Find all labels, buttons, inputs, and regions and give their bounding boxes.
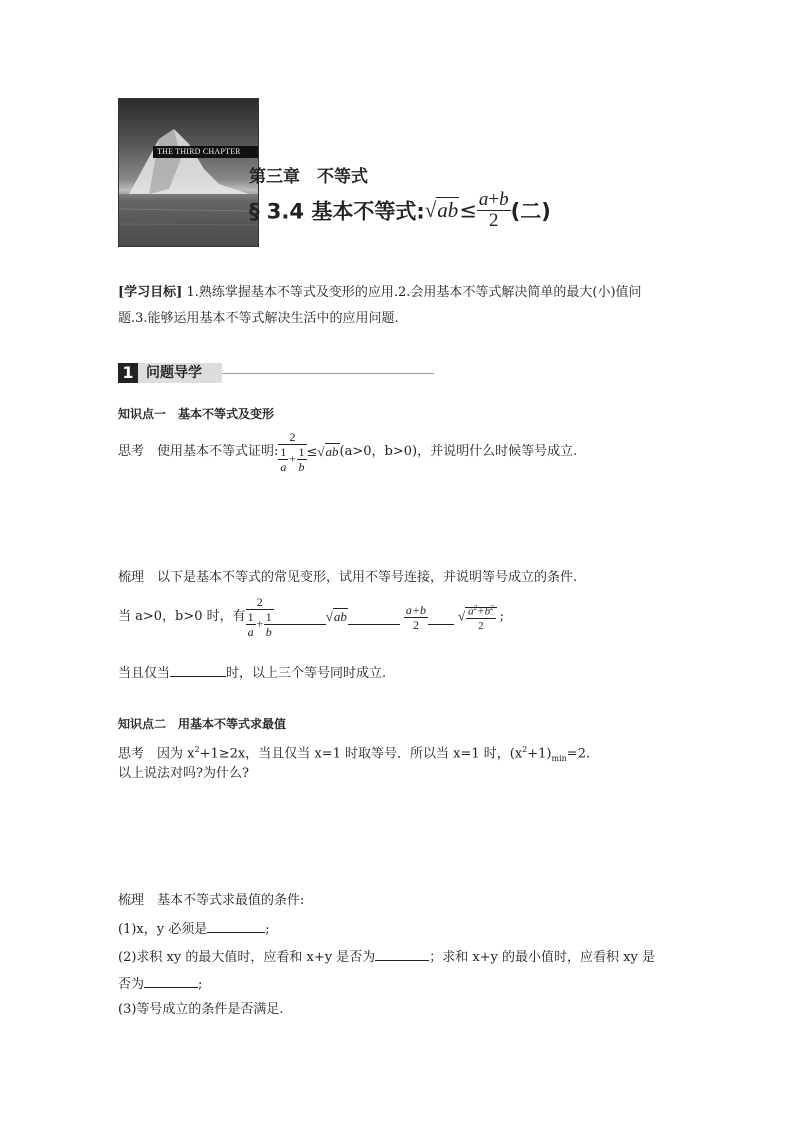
section-title-box: 问题导学 bbox=[138, 363, 222, 383]
blank-7[interactable] bbox=[144, 973, 198, 988]
sqrt-quadratic-mean: √ $\frac{a^2+b^2}{2}$ bbox=[458, 601, 497, 634]
blank-4[interactable] bbox=[170, 662, 226, 677]
fraction-a-plus-b-over-2: $\frac{a+b}{2}$ bbox=[478, 189, 509, 231]
sort1-inequality-chain: 当 a>0，b>0 时，有 2 $\frac{1}{a}$ + $\frac{1}{b}$ √ab $\frac{a+b}{2}$ √ $\frac{a^2+b^2}{2}$ ; bbox=[118, 595, 504, 639]
sort1-iff: 当且仅当 时，以上三个等号同时成立. bbox=[118, 662, 386, 684]
sqrt-ab-chain: √ab bbox=[325, 609, 347, 624]
sort2-item-1: (1)x，y 必须是 ; bbox=[118, 918, 270, 940]
sort2-item-2-cont: 否为 ; bbox=[118, 973, 202, 995]
blank-6[interactable] bbox=[375, 946, 429, 961]
kp1-title: 知识点一 基本不等式及变形 bbox=[118, 407, 275, 421]
kp2-title: 知识点二 用基本不等式求最值 bbox=[118, 717, 287, 731]
sort2-item-3: (3)等号成立的条件是否满足. bbox=[118, 1002, 284, 1017]
leq-symbol: ≤ bbox=[459, 198, 477, 223]
blank-5[interactable] bbox=[207, 918, 265, 933]
kp2-think-line-2: 以上说法对吗?为什么? bbox=[118, 766, 249, 781]
section-heading bbox=[118, 362, 438, 384]
sqrt-ab: √ab bbox=[424, 198, 459, 222]
chapter-title: 第三章 不等式 bbox=[249, 167, 368, 187]
leq-sqrt-ab: ≤√ab bbox=[306, 443, 339, 460]
goals-label: [学习目标] bbox=[118, 285, 183, 300]
sort2-item-2: (2)求积 xy 的最大值时，应看和 x+y 是否为 ；求和 x+y 的最小值时，应看积 xy 是 bbox=[118, 946, 655, 968]
blank-1[interactable] bbox=[274, 610, 326, 625]
section-rule bbox=[222, 373, 434, 374]
learning-goals bbox=[118, 283, 678, 329]
blank-3[interactable] bbox=[428, 610, 454, 625]
kp1-think: 思考 使用基本不等式证明: 2 $\frac{1}{a}$ + $\frac{1}{b}$ ≤√ab(a>0，b>0)，并说明什么时候等号成立. bbox=[118, 430, 578, 474]
fraction-2-over-sum: 2 $\frac{1}{a}$ + $\frac{1}{b}$ bbox=[280, 430, 305, 474]
kp2-think-line-1: 思考 因为 $x^2+1\ge 2x$，当且仅当 x=1 时取等号．所以当 x=1 时，$(x^2+1)_{min}=2$. bbox=[118, 745, 591, 763]
section-number-box: 1 bbox=[118, 363, 138, 383]
sort2-intro: 梳理 基本不等式求最值的条件: bbox=[118, 893, 305, 908]
section-title bbox=[249, 190, 551, 234]
cover-caption: THE THIRD CHAPTER bbox=[157, 147, 241, 156]
sort1-intro: 梳理 以下是基本不等式的常见变形，试用不等号连接，并说明等号成立的条件. bbox=[118, 570, 578, 585]
chapter-cover-image bbox=[118, 98, 259, 247]
fraction-arithmetic: $\frac{a+b}{2}$ bbox=[405, 602, 427, 632]
blank-2[interactable] bbox=[348, 610, 400, 625]
goals-line-2: 题.3.能够运用基本不等式解决生活中的应用问题. bbox=[118, 311, 399, 326]
section-title-suffix: (二) bbox=[510, 199, 551, 224]
fraction-harmonic: 2 $\frac{1}{a}$ + $\frac{1}{b}$ bbox=[247, 595, 272, 639]
goals-line-1: [学习目标] 1.熟练掌握基本不等式及变形的应用.2.会用基本不等式解决简单的最大(小)值问 bbox=[118, 285, 642, 300]
section-title-prefix: § 3.4 基本不等式: bbox=[249, 199, 425, 224]
